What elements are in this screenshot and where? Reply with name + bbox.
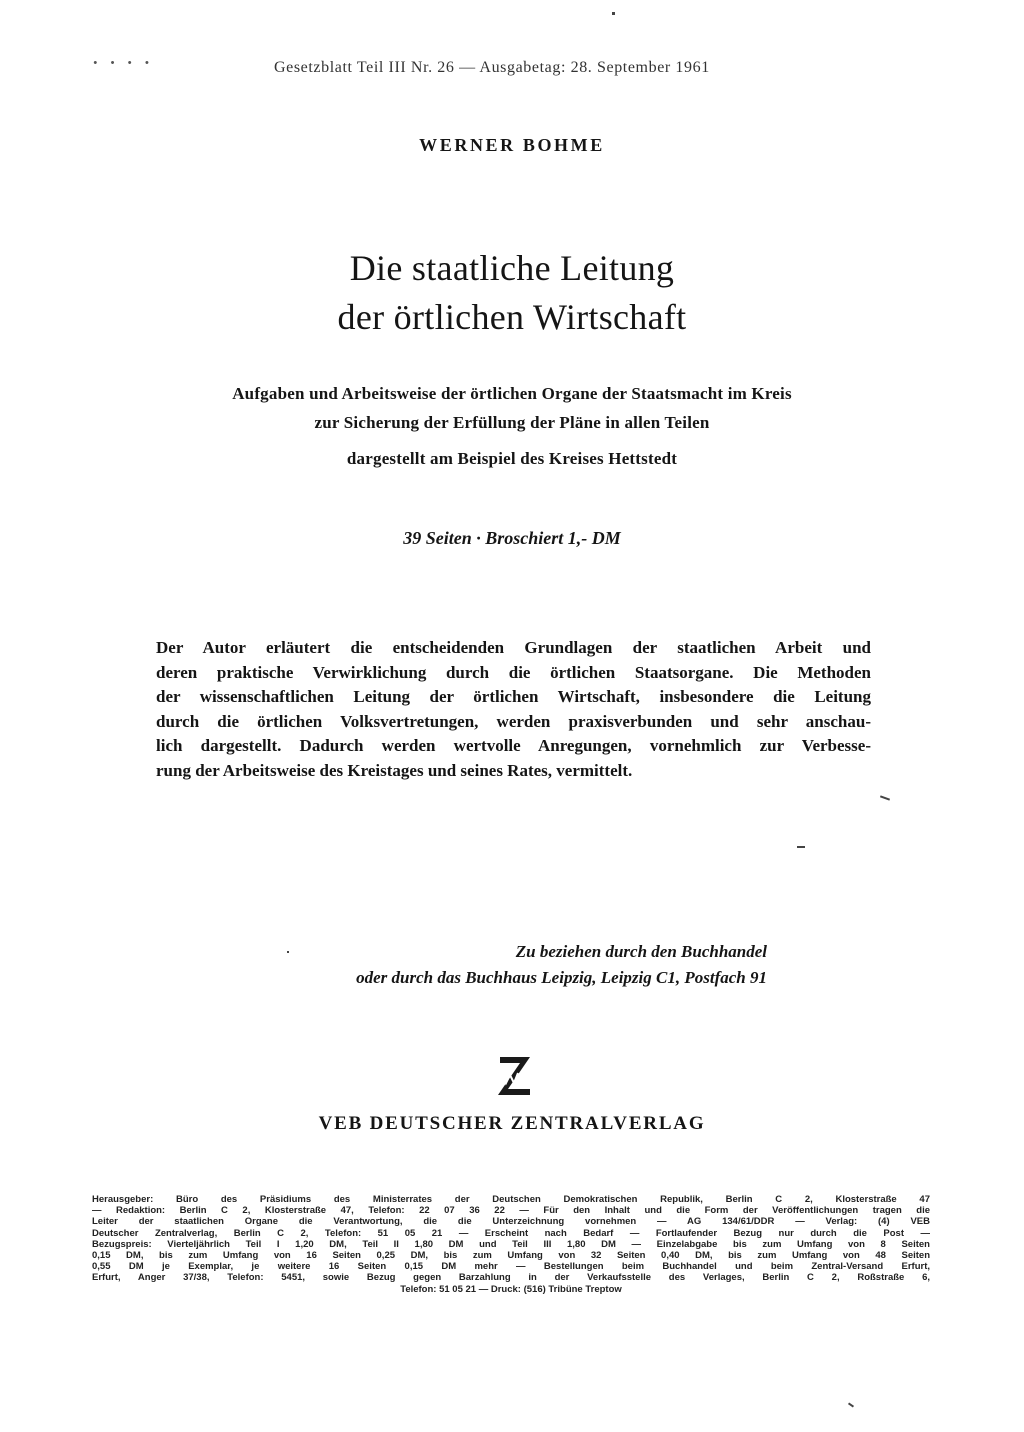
running-header: Gesetzblatt Teil III Nr. 26 — Ausgabetag: 28. September 1961 [274, 59, 710, 76]
book-subtitle-line: dargestellt am Beispiel des Kreises Hettstedt [346, 449, 678, 468]
imprint-line: Telefon: 51 05 21 — Druck: (516) Tribüne Treptow [400, 1283, 622, 1295]
book-description [156, 636, 871, 783]
book-subtitle [0, 379, 1024, 473]
description-line: Der Autor erläutert die entscheidenden Grundlagen der staatlichen Arbeit und [156, 638, 871, 657]
scan-speck [612, 12, 615, 15]
book-author: WERNER BOHME [419, 135, 605, 155]
book-title-line: der örtlichen Wirtschaft [337, 297, 687, 337]
description-line: durch die örtlichen Volksvertretungen, werden praxisverbunden und sehr anschau- [156, 711, 871, 731]
availability-note [257, 939, 767, 991]
book-subtitle-line: Aufgaben und Arbeitsweise der örtlichen Organe der Staatsmacht im Kreis [232, 384, 792, 403]
scan-speck [880, 795, 890, 800]
description-line: der wissenschaftlichen Leitung der örtlichen Wirtschaft, insbesondere die Leitung [156, 687, 871, 706]
header-dots: • • • • [92, 58, 153, 70]
description-line: rung der Arbeitsweise des Kreistages und seines Rates, vermittelt. [156, 760, 633, 780]
book-title [0, 244, 1024, 342]
imprint-line: 0,55 DM je Exemplar, je weitere 16 Seiten 0,15 DM mehr — Bestellungen beim Buchhandel und beim Zentral-Versand Erfurt, [92, 1261, 930, 1273]
imprint-line: Bezugspreis: Vierteljährlich Teil I 1,20 DM, Teil II 1,80 DM und Teil III 1,80 DM — Einzelabgabe bis zum Umfang von 8 Seiten [92, 1238, 930, 1250]
publisher-name: VEB DEUTSCHER ZENTRALVERLAG [318, 1113, 706, 1134]
availability-line: Zu beziehen durch den Buchhandel [515, 942, 767, 961]
description-line: lich dargestellt. Dadurch werden wertvolle Anregungen, vornehmlich zur Verbesse- [156, 736, 871, 755]
scan-speck [848, 1402, 854, 1407]
availability-line: oder durch das Buchhaus Leipzig, Leipzig C1, Postfach 91 [356, 968, 767, 987]
book-price: 39 Seiten · Broschiert 1,- DM [403, 528, 621, 548]
book-subtitle-line: zur Sicherung der Erfüllung der Pläne in allen Teilen [314, 413, 710, 432]
imprint-line: Deutscher Zentralverlag, Berlin C 2, Telefon: 51 05 21 — Erscheint nach Bedarf — Fortlaufender Bezug nur durch die Post — [92, 1227, 930, 1239]
imprint [92, 1194, 930, 1295]
description-line: deren praktische Verwirklichung durch die örtlichen Staatsorgane. Die Methoden [156, 662, 871, 682]
imprint-line: — Redaktion: Berlin C 2, Klosterstraße 47, Telefon: 22 07 36 22 — Für den Inhalt und die Form der Veröffentlichungen tragen die [92, 1205, 930, 1217]
imprint-line: 0,15 DM, bis zum Umfang von 16 Seiten 0,25 DM, bis zum Umfang von 32 Seiten 0,40 DM, bis zum Umfang von 48 Seiten [92, 1250, 930, 1262]
scan-speck [797, 846, 805, 848]
book-title-line: Die staatliche Leitung [349, 248, 675, 288]
imprint-line: Erfurt, Anger 37/38, Telefon: 5451, sowie Bezug gegen Barzahlung in der Verkaufsstelle des Verlages, Berlin C 2, Roßstraße 6, [92, 1272, 930, 1284]
zentralverlag-logo-icon [494, 1053, 534, 1099]
imprint-line: Herausgeber: Büro des Präsidiums des Ministerrates der Deutschen Demokratischen Republik, Berlin C 2, Klosterstraße 47 [92, 1194, 930, 1205]
imprint-line: Leiter der staatlichen Organe die Verantwortung, die die Unterzeichnung vornehmen — AG 134/61/DDR — Verlag: (4) VEB [92, 1216, 930, 1228]
scan-speck [287, 951, 289, 953]
